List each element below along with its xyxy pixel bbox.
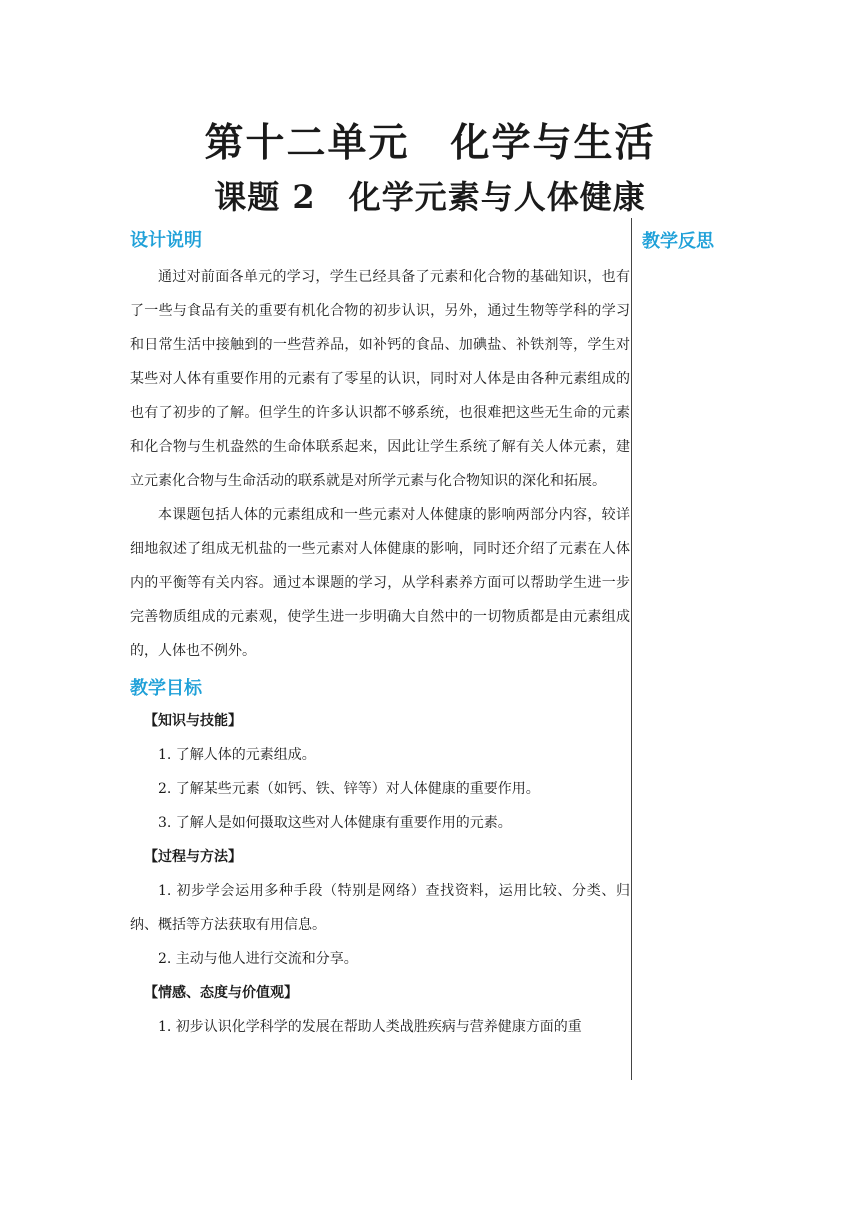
- column-divider: [631, 218, 632, 1080]
- design-paragraph: 通过对前面各单元的学习，学生已经具备了元素和化合物的基础知识，也有了一些与食品有关的重要有机化合物的初步认识，另外，通过生物等学科的学习和日常生活中接触到的一些营养品，如补钙的食品、加碘盐、补铁剂等，学生对某些对人体有重要作用的元素有了零星的认识，同时对人体是由各种元素组成的也有了初步的了解。但学生的许多认识都不够系统，也很难把这些无生命的元素和化合物与生机盎然的生命体联系起来，因此让学生系统了解有关人体元素，建立元素化合物与生命活动的联系就是对所学元素与化合物知识的深化和拓展。: [130, 269, 630, 489]
- objective-item: 2. 主动与他人进行交流和分享。: [158, 951, 358, 967]
- objective-item: 3. 了解人是如何摄取这些对人体健康有重要作用的元素。: [158, 815, 512, 831]
- main-column: [130, 226, 630, 1044]
- objective-item: 1. 初步认识化学科学的发展在帮助人类战胜疾病与营养健康方面的重: [158, 1019, 582, 1035]
- reflection-heading: 教学反思: [642, 231, 714, 252]
- objectives-heading: 教学目标: [130, 678, 202, 699]
- lesson-title: 课题 2 化学元素与人体健康: [214, 178, 646, 216]
- design-paragraph: 本课题包括人体的元素组成和一些元素对人体健康的影响两部分内容，较详细地叙述了组成无机盐的一些元素对人体健康的影响，同时还介绍了元素在人体内的平衡等有关内容。通过本课题的学习，从学科素养方面可以帮助学生进一步完善物质组成的元素观，使学生进一步明确大自然中的一切物质都是由元素组成的，人体也不例外。: [130, 507, 630, 659]
- objective-item: 1. 了解人体的元素组成。: [158, 747, 316, 763]
- knowledge-heading: 【知识与技能】: [144, 713, 242, 729]
- unit-title: 第十二单元 化学与生活: [204, 120, 656, 166]
- process-heading: 【过程与方法】: [144, 849, 242, 865]
- objective-item: 2. 了解某些元素（如钙、铁、锌等）对人体健康的重要作用。: [158, 781, 540, 797]
- emotion-heading: 【情感、态度与价值观】: [144, 985, 298, 1001]
- objective-item: 1. 初步学会运用多种手段（特别是网络）查找资料，运用比较、分类、归纳、概括等方法获取有用信息。: [130, 883, 630, 933]
- design-heading: 设计说明: [130, 230, 202, 251]
